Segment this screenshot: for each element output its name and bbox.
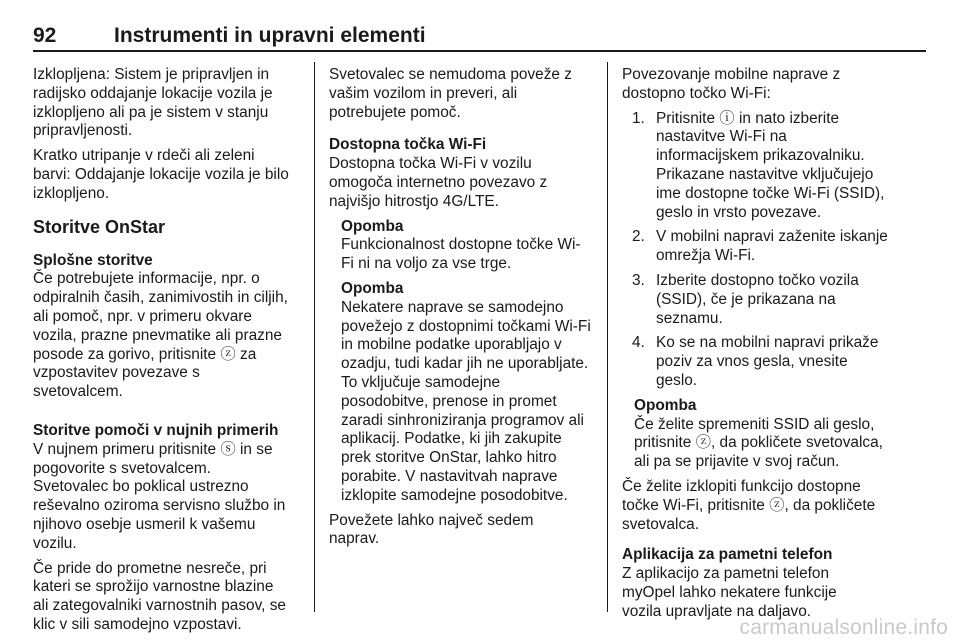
heading-general-services: Splošne storitve [33, 251, 153, 269]
note-title: Opomba [341, 217, 404, 235]
heading-wifi-hotspot: Dostopna točka Wi-Fi [329, 136, 487, 154]
heading-smartphone-app: Aplikacija za pametni telefon [622, 546, 833, 564]
list-item [632, 334, 900, 390]
column-2 [329, 66, 597, 555]
paragraph-general-services: Če potrebujete informacije, npr. o odpiralnih časih, zanimivostih in ciljih, ali pomoč, npr. v primeru okvare vozila, prazne pnevmatike ali prazne posode za gorivo, pritisnite ⓩ za vzpostavitev povezave s svetovalcem. [33, 270, 288, 401]
step-text: Ko se na mobilni napravi prikaže poziv za vnos gesla, vnesite geslo. [656, 334, 879, 389]
heading-onstar-services: Storitve OnStar [33, 216, 166, 237]
steps-list [622, 110, 900, 391]
paragraph-accident: Če pride do prometne nesreče, pri kateri se sprožijo varnostne blazine ali zategovalniki varnostnih pasov, se klic v sili samodejno vzpostavi. [33, 559, 286, 633]
header-rule [33, 50, 926, 52]
note-auto-connect [341, 280, 597, 506]
paragraph-emergency: V nujnem primeru pritisnite ⓢ in se pogovorite s svetovalcem. Svetovalec bo poklical ustrezno reševalno oziroma servisno službo in njihovo osebje usmeril k vašemu vozilu. [33, 440, 286, 552]
page-number: 92 [33, 24, 57, 47]
page-header [33, 24, 926, 50]
note-title: Opomba [634, 396, 697, 414]
column-divider-1 [314, 62, 315, 612]
column-divider-2 [607, 62, 608, 612]
note-wifi-availability [341, 218, 597, 274]
list-item [632, 110, 900, 223]
paragraph-wifi-hotspot: Dostopna točka Wi-Fi v vozilu omogoča internetno povezavo z najvišjo hitrostjo 4G/LTE. [329, 155, 548, 210]
step-text: V mobilni napravi zaženite iskanje omrežja Wi-Fi. [656, 228, 888, 265]
watermark: carmanualsonline.info [739, 616, 948, 639]
paragraph-smartphone-app: Z aplikacijo za pametni telefon myOpel lahko nekatere funkcije vozila upravljate na daljavo. [622, 565, 837, 620]
step-number: 4. [632, 334, 645, 352]
list-item [632, 272, 900, 328]
list-item [632, 228, 900, 266]
step-text: Izberite dostopno točko vozila (SSID), če je prikazana na seznamu. [656, 271, 859, 327]
note-text: Funkcionalnost dostopne točke Wi- Fi ni na voljo za vse trge. [341, 236, 581, 273]
note-text: Nekatere naprave se samodejno povežejo z dostopnimi točkami Wi-Fi in mobilne podatke uporabljajo v ozadju, tudi kadar jih ne uporabljate. To vključuje samodejne posodobitve, prenose in promet zaradi sinhroniziranja programov ali aplikacij. Podatke, ki jih zakupite prek storitve OnStar, lahko hitro porabite. V nastavitvah naprave izklopite samodejne posodobitve. [341, 298, 591, 504]
step-number: 3. [632, 271, 645, 289]
note-change-ssid [634, 397, 900, 472]
step-number: 2. [632, 228, 645, 246]
paragraph-device-limit: Povežete lahko največ sedem naprav. [329, 511, 534, 548]
paragraph-disable-hotspot: Če želite izklopiti funkcijo dostopne točke Wi-Fi, pritisnite ⓩ, da pokličete svetovalca. [622, 477, 876, 533]
step-number: 1. [632, 109, 645, 127]
column-1 [33, 66, 301, 641]
heading-emergency-services: Storitve pomoči v nujnih primerih [33, 421, 279, 439]
paragraph-blinking-state: Kratko utripanje v rdeči ali zeleni barvi: Oddajanje lokacije vozila je bilo izklopljeno. [33, 147, 289, 202]
paragraph-connect-intro: Povezovanje mobilne naprave z dostopno točko Wi-Fi: [622, 66, 841, 102]
column-3 [622, 66, 900, 628]
page-title: Instrumenti in upravni elementi [114, 24, 426, 47]
note-text: Če želite spremeniti SSID ali geslo, pritisnite ⓩ, da pokličete svetovalca, ali pa se prijavite v svoj račun. [634, 415, 883, 471]
paragraph-advisor-connect: Svetovalec se nemudoma poveže z vašim vozilom in preveri, ali potrebujete pomoč. [329, 66, 572, 121]
step-text: Pritisnite ⓘ in nato izberite nastavitve Wi-Fi na informacijskem prikazovalniku. Prikazane nastavitve vključujejo ime dostopne točke Wi-Fi (SSID), geslo in vrsto povezave. [656, 109, 885, 221]
paragraph-off-state: Izklopljena: Sistem je pripravljen in radijsko oddajanje lokacije vozila je izklopljeno ali pa je sistem v stanju pripravljenosti. [33, 66, 273, 140]
note-title: Opomba [341, 279, 404, 297]
